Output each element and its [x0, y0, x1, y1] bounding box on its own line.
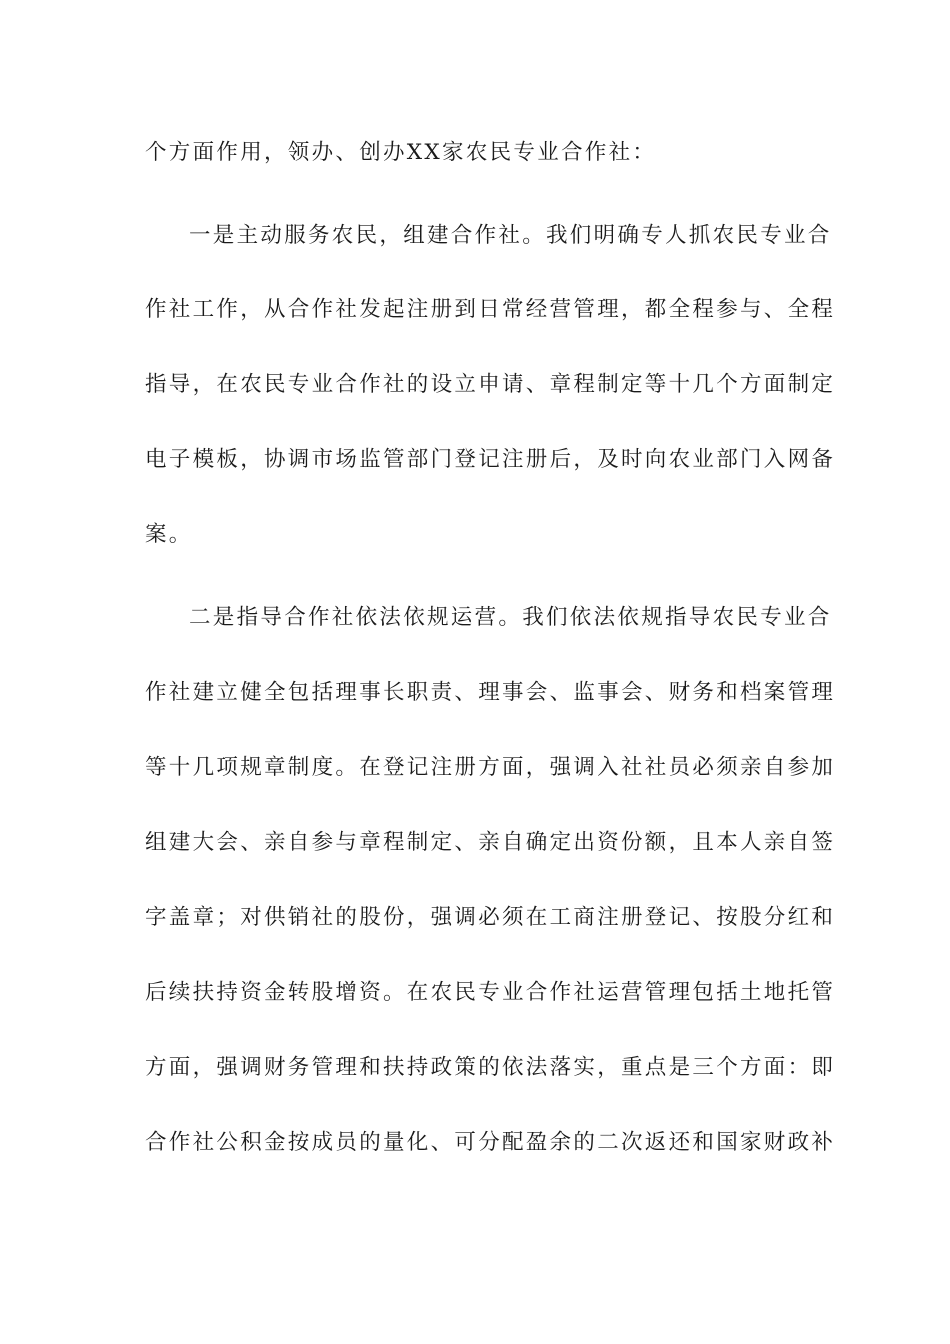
text-line-1: 个方面作用，领办、创办XX家农民专业合作社：: [145, 140, 657, 165]
paragraph-1-line-1: 一是主动服务农民，组建合作社。我们明确专人抓农民专业合: [189, 223, 832, 248]
paragraph-2-line-2: 作社建立健全包括理事长职责、理事会、监事会、财务和档案管理: [145, 680, 836, 705]
paragraph-2-line-7: 方面，强调财务管理和扶持政策的依法落实，重点是三个方面：即: [145, 1055, 836, 1080]
paragraph-1-line-5: 案。: [145, 522, 193, 547]
paragraph-2-line-6: 后续扶持资金转股增资。在农民专业合作社运营管理包括土地托管: [145, 980, 836, 1005]
paragraph-1-line-4: 电子模板，协调市场监管部门登记注册后，及时向农业部门入网备: [145, 447, 836, 472]
paragraph-2-line-1: 二是指导合作社依法依规运营。我们依法依规指导农民专业合: [189, 605, 832, 630]
paragraph-2-line-4: 组建大会、亲自参与章程制定、亲自确定出资份额，且本人亲自签: [145, 830, 836, 855]
paragraph-1-line-2: 作社工作，从合作社发起注册到日常经营管理，都全程参与、全程: [145, 297, 836, 322]
paragraph-2-line-3: 等十几项规章制度。在登记注册方面，强调入社社员必须亲自参加: [145, 755, 836, 780]
paragraph-2-line-5: 字盖章；对供销社的股份，强调必须在工商注册登记、按股分红和: [145, 905, 836, 930]
paragraph-1-line-3: 指导，在农民专业合作社的设立申请、章程制定等十几个方面制定: [145, 372, 836, 397]
paragraph-2-line-8: 合作社公积金按成员的量化、可分配盈余的二次返还和国家财政补: [145, 1130, 836, 1155]
